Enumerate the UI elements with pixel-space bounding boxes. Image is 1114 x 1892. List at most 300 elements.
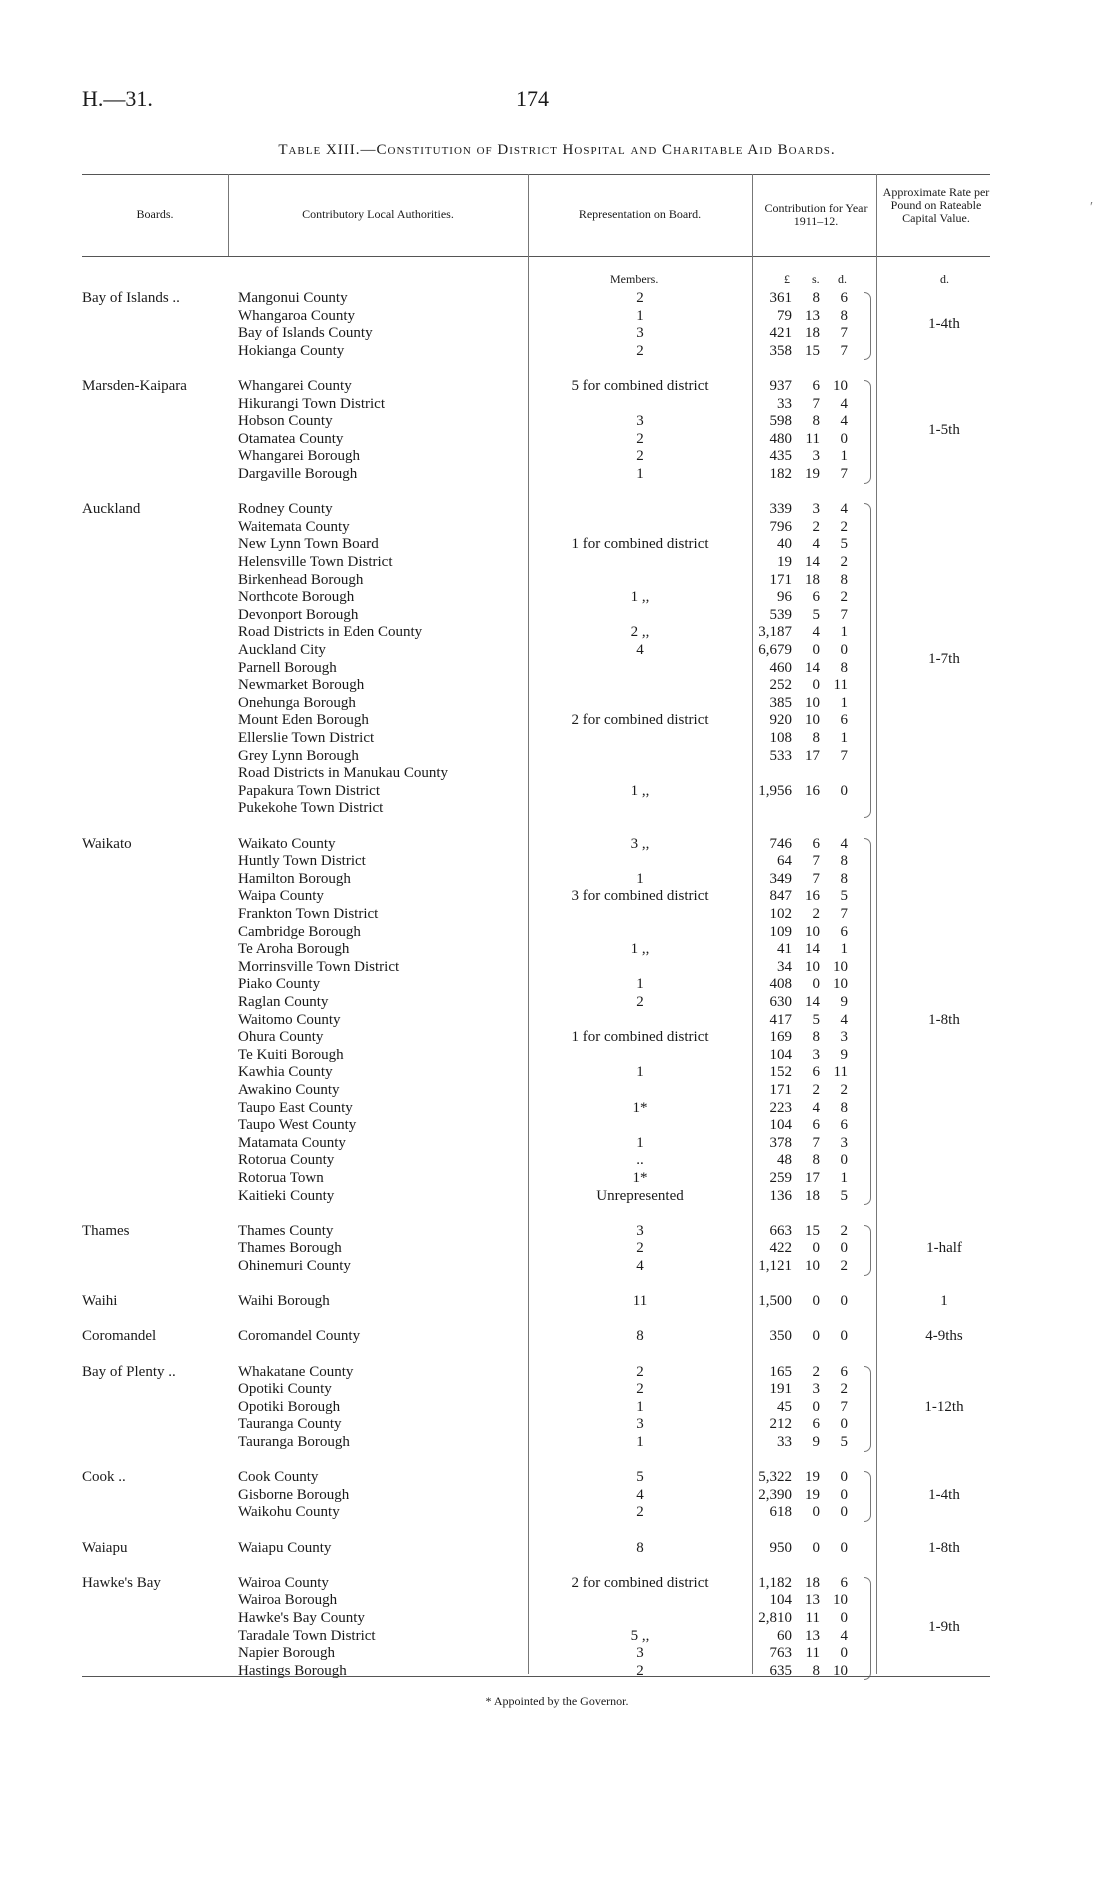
authority-name: Ellerslie Town District <box>238 730 375 746</box>
table-row <box>0 1117 1114 1135</box>
authority-name: Cook County <box>238 1469 319 1486</box>
contribution-pence: 2 <box>840 1082 848 1098</box>
contribution-pence: 11 <box>833 677 848 694</box>
contribution-shillings: 8 <box>812 730 820 746</box>
contribution-pounds: 171 <box>769 571 792 588</box>
rate-value: 1-8th <box>928 1539 960 1556</box>
table-row <box>0 994 1114 1012</box>
contribution-pence: 8 <box>840 853 848 870</box>
authority-name: Kaitieki County <box>238 1187 335 1204</box>
contribution-pence: 0 <box>840 1240 848 1257</box>
authority-name: Dargaville Borough <box>238 466 358 482</box>
representation-value: 1* <box>632 1099 648 1116</box>
contribution-shillings: 6 <box>812 378 820 394</box>
contribution-pounds: 171 <box>769 1082 792 1098</box>
contribution-pence: 10 <box>833 1592 848 1609</box>
representation-value: 2 <box>636 1662 644 1679</box>
authority-name: Huntly Town District <box>238 853 366 870</box>
representation-value: 1 <box>636 870 644 887</box>
contribution-pounds: 358 <box>769 342 792 359</box>
contribution-shillings: 11 <box>805 430 820 447</box>
table-row <box>0 466 1114 484</box>
table-row <box>0 712 1114 730</box>
authority-name: Road Districts in Manukau County <box>238 765 448 782</box>
contribution-pounds: 104 <box>769 1592 792 1609</box>
representation-value: 2 <box>636 448 644 465</box>
authority-name: Gisborne Borough <box>238 1486 350 1503</box>
contribution-shillings: 10 <box>805 1258 820 1274</box>
authority-name: Tauranga County <box>238 1416 342 1433</box>
contribution-shillings: 18 <box>805 571 820 588</box>
contribution-shillings: 19 <box>805 1486 820 1503</box>
contribution-shillings: 14 <box>805 941 820 958</box>
authority-name: Cambridge Borough <box>238 923 361 940</box>
representation-value: 2 ,, <box>630 624 650 641</box>
table-row <box>0 800 1114 818</box>
representation-value: 4 <box>636 642 644 658</box>
authority-name: Hikurangi Town District <box>238 395 385 412</box>
representation-value: 2 <box>636 994 644 1010</box>
contribution-pence: 6 <box>840 923 848 940</box>
contribution-shillings: 18 <box>805 1187 820 1204</box>
table-row <box>0 290 1114 308</box>
contribution-shillings: 10 <box>805 923 820 940</box>
rate-value: 1-5th <box>928 422 960 438</box>
rate-value: 4-9ths <box>925 1328 963 1345</box>
contribution-shillings: 11 <box>805 1610 820 1626</box>
contribution-pence: 2 <box>840 589 848 606</box>
contribution-pence: 4 <box>840 501 848 518</box>
rate-value: 1-7th <box>928 650 960 667</box>
table-row <box>0 519 1114 537</box>
contribution-pounds: 763 <box>769 1645 792 1662</box>
representation-value: 1 <box>636 1064 644 1081</box>
representation-value: 3 ,, <box>630 835 650 852</box>
representation-value: 1 for combined district <box>571 536 709 553</box>
table-row <box>0 536 1114 554</box>
board-name: Bay of Islands .. <box>82 290 180 306</box>
contribution-shillings: 0 <box>812 1504 820 1521</box>
contribution-shillings: 2 <box>812 518 820 535</box>
contribution-pence: 9 <box>840 994 848 1010</box>
contribution-pence: 7 <box>840 466 848 482</box>
board-name: Bay of Plenty .. <box>82 1363 176 1380</box>
bottom-rule <box>82 1676 990 1677</box>
table-row <box>0 572 1114 590</box>
contribution-pence: 6 <box>840 1363 848 1380</box>
authority-name: Hokianga County <box>238 342 345 359</box>
authority-name: Tauranga Borough <box>238 1434 350 1450</box>
authority-name: Road Districts in Eden County <box>238 624 423 641</box>
contribution-pence: 8 <box>840 307 848 324</box>
contribution-pounds: 408 <box>769 976 792 993</box>
authority-name: Waipa County <box>238 888 324 905</box>
authority-name: Parnell Borough <box>238 659 337 676</box>
board-name: Thames <box>82 1222 130 1239</box>
table-row <box>0 501 1114 519</box>
representation-value: 3 for combined district <box>571 888 709 905</box>
authority-name: Awakino County <box>238 1082 340 1098</box>
contribution-pence: 1 <box>840 448 848 465</box>
contribution-shillings: 13 <box>805 1627 820 1644</box>
contribution-shillings: 10 <box>805 694 820 711</box>
authority-name: Frankton Town District <box>238 906 379 922</box>
contribution-pence: 3 <box>840 1134 848 1151</box>
board-name: Waikato <box>82 835 132 852</box>
contribution-pounds: 598 <box>769 413 792 430</box>
authority-name: Ohura County <box>238 1029 324 1046</box>
contribution-pounds: 252 <box>769 677 792 694</box>
group-brace <box>864 838 871 1206</box>
contribution-pounds: 361 <box>769 290 792 306</box>
contribution-pence: 0 <box>840 1486 848 1503</box>
contribution-shillings: 9 <box>812 1434 820 1450</box>
contribution-pounds: 920 <box>769 712 792 729</box>
authority-name: Waitomo County <box>238 1011 341 1028</box>
contribution-pounds: 48 <box>777 1152 792 1169</box>
contribution-pence: 0 <box>840 1416 848 1433</box>
contribution-shillings: 13 <box>805 307 820 324</box>
representation-value: 2 <box>636 342 644 359</box>
column-header-contribution: Contribution for Year 1911–12. <box>764 201 868 228</box>
contribution-pounds: 422 <box>769 1240 792 1257</box>
contribution-pounds: 152 <box>769 1064 792 1081</box>
authority-name: Waihi Borough <box>238 1293 330 1310</box>
table-row <box>0 1152 1114 1170</box>
contribution-shillings: 15 <box>805 342 820 359</box>
representation-value: 1 ,, <box>630 782 650 799</box>
contribution-shillings: 7 <box>812 1134 820 1151</box>
contribution-pence: 1 <box>840 941 848 958</box>
table-row <box>0 554 1114 572</box>
contribution-pence: 2 <box>840 1222 848 1239</box>
contribution-pence: 1 <box>840 1170 848 1186</box>
rate-value: 1-12th <box>924 1398 964 1415</box>
contribution-shillings: 2 <box>812 1082 820 1098</box>
group-brace <box>864 1577 871 1681</box>
contribution-shillings: 0 <box>812 1539 820 1556</box>
contribution-pounds: 630 <box>769 994 792 1010</box>
contribution-pounds: 937 <box>769 378 792 394</box>
authority-name: Northcote Borough <box>238 589 355 606</box>
authority-name: Morrinsville Town District <box>238 958 400 975</box>
contribution-pence: 10 <box>833 958 848 975</box>
table-row <box>0 853 1114 871</box>
contribution-pounds: 96 <box>777 589 792 606</box>
contribution-pounds: 3,187 <box>758 624 792 641</box>
contribution-shillings: 0 <box>812 642 820 658</box>
table-row <box>0 1575 1114 1593</box>
contribution-pounds: 165 <box>769 1363 792 1380</box>
contribution-pounds: 223 <box>769 1099 792 1116</box>
contribution-pounds: 480 <box>769 430 792 447</box>
representation-value: 1 <box>636 1134 644 1151</box>
contribution-shillings: 0 <box>812 677 820 694</box>
contribution-pounds: 34 <box>777 958 792 975</box>
contribution-pounds: 663 <box>769 1222 792 1239</box>
contribution-pence: 8 <box>840 571 848 588</box>
authority-name: Thames County <box>238 1222 334 1239</box>
pounds-unit: £ <box>784 272 790 286</box>
contribution-pence: 5 <box>840 1434 848 1450</box>
contribution-pounds: 539 <box>769 606 792 623</box>
contribution-pence: 8 <box>840 1099 848 1116</box>
contribution-pounds: 212 <box>769 1416 792 1433</box>
contribution-pence: 2 <box>840 1381 848 1398</box>
representation-value: 1 <box>636 1434 644 1450</box>
table-row <box>0 607 1114 625</box>
representation-value: .. <box>636 1152 644 1169</box>
contribution-pence: 0 <box>840 430 848 447</box>
authority-name: Te Kuiti Borough <box>238 1046 344 1063</box>
representation-value: 2 for combined district <box>571 712 709 729</box>
authority-name: Te Aroha Borough <box>238 941 350 958</box>
contribution-shillings: 14 <box>805 554 820 570</box>
authority-name: Hamilton Borough <box>238 870 351 887</box>
rate-value: 1-8th <box>928 1011 960 1028</box>
contribution-pence: 0 <box>840 1328 848 1345</box>
authority-name: Raglan County <box>238 994 329 1010</box>
authority-name: Hobson County <box>238 413 333 430</box>
contribution-pence: 8 <box>840 870 848 887</box>
authority-name: Bay of Islands County <box>238 325 373 342</box>
contribution-shillings: 10 <box>805 712 820 729</box>
representation-value: 1 for combined district <box>571 1029 709 1046</box>
table-row <box>0 976 1114 994</box>
representation-value: 4 <box>636 1258 644 1274</box>
contribution-pence: 7 <box>840 606 848 623</box>
contribution-pounds: 796 <box>769 518 792 535</box>
representation-value: 2 for combined district <box>571 1574 709 1591</box>
rate-value: 1-4th <box>928 316 960 333</box>
authority-name: Pukekohe Town District <box>238 800 384 817</box>
table-row <box>0 1645 1114 1663</box>
contribution-pounds: 79 <box>777 307 792 324</box>
authority-name: Mount Eden Borough <box>238 712 369 729</box>
authority-name: Birkenhead Borough <box>238 571 364 588</box>
table-row <box>0 396 1114 414</box>
contribution-pounds: 109 <box>769 923 792 940</box>
contribution-pounds: 460 <box>769 659 792 676</box>
representation-value: 8 <box>636 1328 644 1345</box>
contribution-pounds: 104 <box>769 1117 792 1134</box>
contribution-shillings: 8 <box>812 290 820 306</box>
authority-name: Thames Borough <box>238 1240 342 1257</box>
document-code: H.—31. <box>82 86 153 111</box>
representation-value: Unrepresented <box>596 1187 684 1204</box>
authority-name: Waitemata County <box>238 518 350 535</box>
table-row <box>0 677 1114 695</box>
contribution-shillings: 3 <box>812 1381 820 1398</box>
table-row <box>0 1258 1114 1276</box>
contribution-pounds: 1,500 <box>758 1293 792 1310</box>
table-row <box>0 1064 1114 1082</box>
representation-value: 1 <box>636 466 644 482</box>
contribution-pence: 0 <box>840 1610 848 1626</box>
table-row <box>0 448 1114 466</box>
contribution-shillings: 6 <box>812 1416 820 1433</box>
contribution-shillings: 14 <box>805 659 820 676</box>
contribution-pence: 6 <box>840 290 848 306</box>
representation-value: 2 <box>636 1504 644 1521</box>
contribution-pence: 10 <box>833 1662 848 1679</box>
contribution-shillings: 17 <box>805 1170 820 1186</box>
contribution-pence: 1 <box>840 624 848 641</box>
contribution-shillings: 16 <box>805 782 820 799</box>
contribution-shillings: 2 <box>812 906 820 922</box>
contribution-pence: 4 <box>840 395 848 412</box>
table-row <box>0 836 1114 854</box>
contribution-pounds: 1,956 <box>758 782 792 799</box>
table-row <box>0 1170 1114 1188</box>
authority-name: Mangonui County <box>238 290 348 306</box>
contribution-shillings: 5 <box>812 606 820 623</box>
authority-name: Hastings Borough <box>238 1662 347 1679</box>
contribution-pounds: 1,121 <box>758 1258 792 1274</box>
contribution-shillings: 7 <box>812 853 820 870</box>
table-row <box>0 1047 1114 1065</box>
authority-name: Papakura Town District <box>238 782 380 799</box>
contribution-pounds: 349 <box>769 870 792 887</box>
group-brace <box>864 1471 871 1522</box>
table-row <box>0 906 1114 924</box>
contribution-shillings: 11 <box>805 1645 820 1662</box>
contribution-pence: 1 <box>840 730 848 746</box>
table-row <box>0 871 1114 889</box>
table-row <box>0 378 1114 396</box>
authority-name: Coromandel County <box>238 1328 361 1345</box>
representation-value: 3 <box>636 325 644 342</box>
contribution-pounds: 40 <box>777 536 792 553</box>
contribution-shillings: 4 <box>812 536 820 553</box>
contribution-pence: 0 <box>840 1504 848 1521</box>
contribution-shillings: 18 <box>805 325 820 342</box>
representation-value: 3 <box>636 413 644 430</box>
authority-name: Grey Lynn Borough <box>238 747 359 764</box>
representation-value: 2 <box>636 430 644 447</box>
authority-name: Taupo East County <box>238 1099 353 1116</box>
representation-value: 2 <box>636 1240 644 1257</box>
representation-value: 2 <box>636 1363 644 1380</box>
board-name: Auckland <box>82 501 141 518</box>
contribution-shillings: 13 <box>805 1592 820 1609</box>
contribution-pence: 7 <box>840 1398 848 1415</box>
table-row <box>0 783 1114 801</box>
representation-value: 1 <box>636 1398 644 1415</box>
contribution-shillings: 5 <box>812 1011 820 1028</box>
authority-name: Whangaroa County <box>238 307 356 324</box>
contribution-pounds: 339 <box>769 501 792 518</box>
contribution-pounds: 635 <box>769 1662 792 1679</box>
rate-value: 1-half <box>926 1240 962 1257</box>
contribution-pence: 10 <box>833 976 848 993</box>
contribution-pence: 3 <box>840 1029 848 1046</box>
authority-name: Whangarei County <box>238 378 352 394</box>
contribution-shillings: 6 <box>812 589 820 606</box>
contribution-pounds: 417 <box>769 1011 792 1028</box>
group-brace <box>864 292 871 360</box>
contribution-pence: 4 <box>840 1627 848 1644</box>
representation-value: 3 <box>636 1645 644 1662</box>
table-row <box>0 1663 1114 1681</box>
authority-name: Newmarket Borough <box>238 677 365 694</box>
contribution-shillings: 0 <box>812 1293 820 1310</box>
rate-value: 1-9th <box>928 1618 960 1635</box>
table-row <box>0 959 1114 977</box>
table-row <box>0 695 1114 713</box>
contribution-pounds: 385 <box>769 694 792 711</box>
authority-name: Wairoa Borough <box>238 1592 338 1609</box>
contribution-pence: 0 <box>840 1645 848 1662</box>
contribution-pence: 6 <box>840 712 848 729</box>
contribution-shillings: 7 <box>812 395 820 412</box>
contribution-pence: 1 <box>840 694 848 711</box>
contribution-pence: 5 <box>840 1187 848 1204</box>
contribution-pence: 0 <box>840 782 848 799</box>
contribution-pence: 5 <box>840 536 848 553</box>
representation-value: 3 <box>636 1416 644 1433</box>
contribution-pence: 7 <box>840 342 848 359</box>
representation-value: 2 <box>636 290 644 306</box>
contribution-shillings: 7 <box>812 870 820 887</box>
representation-value: 8 <box>636 1539 644 1556</box>
table-row <box>0 1100 1114 1118</box>
column-header-representation: Representation on Board. <box>578 207 702 221</box>
contribution-pounds: 421 <box>769 325 792 342</box>
contribution-pounds: 19 <box>777 554 792 570</box>
table-row <box>0 924 1114 942</box>
contribution-pounds: 435 <box>769 448 792 465</box>
contribution-shillings: 8 <box>812 1029 820 1046</box>
contribution-pence: 2 <box>840 1258 848 1274</box>
table-row <box>0 1364 1114 1382</box>
authority-name: Devonport Borough <box>238 606 359 623</box>
shillings-unit: s. <box>812 272 820 286</box>
rate-value: 1 <box>940 1293 948 1310</box>
contribution-pence: 0 <box>840 1469 848 1486</box>
table-row <box>0 1416 1114 1434</box>
contribution-pence: 4 <box>840 835 848 852</box>
contribution-pence: 2 <box>840 518 848 535</box>
table-row <box>0 1434 1114 1452</box>
authority-name: New Lynn Town Board <box>238 536 379 553</box>
pence-unit: d. <box>838 272 847 286</box>
contribution-pence: 0 <box>840 1293 848 1310</box>
rate-value: 1-4th <box>928 1486 960 1503</box>
contribution-pence: 5 <box>840 888 848 905</box>
contribution-pounds: 618 <box>769 1504 792 1521</box>
representation-value: 1 ,, <box>630 589 650 606</box>
contribution-pounds: 259 <box>769 1170 792 1186</box>
contribution-shillings: 10 <box>805 958 820 975</box>
contribution-shillings: 19 <box>805 1469 820 1486</box>
board-name: Waihi <box>82 1293 118 1310</box>
contribution-shillings: 4 <box>812 624 820 641</box>
authority-name: Rotorua Town <box>238 1170 324 1186</box>
contribution-pence: 11 <box>833 1064 848 1081</box>
contribution-pounds: 533 <box>769 747 792 764</box>
table-row <box>0 624 1114 642</box>
contribution-shillings: 8 <box>812 413 820 430</box>
table-row <box>0 941 1114 959</box>
authority-name: Ohinemuri County <box>238 1258 351 1274</box>
contribution-shillings: 14 <box>805 994 820 1010</box>
table-row <box>0 1381 1114 1399</box>
margin-mark: ′ <box>1090 200 1094 215</box>
group-brace <box>864 503 871 818</box>
authority-name: Helensville Town District <box>238 554 393 570</box>
table-row <box>0 1029 1114 1047</box>
